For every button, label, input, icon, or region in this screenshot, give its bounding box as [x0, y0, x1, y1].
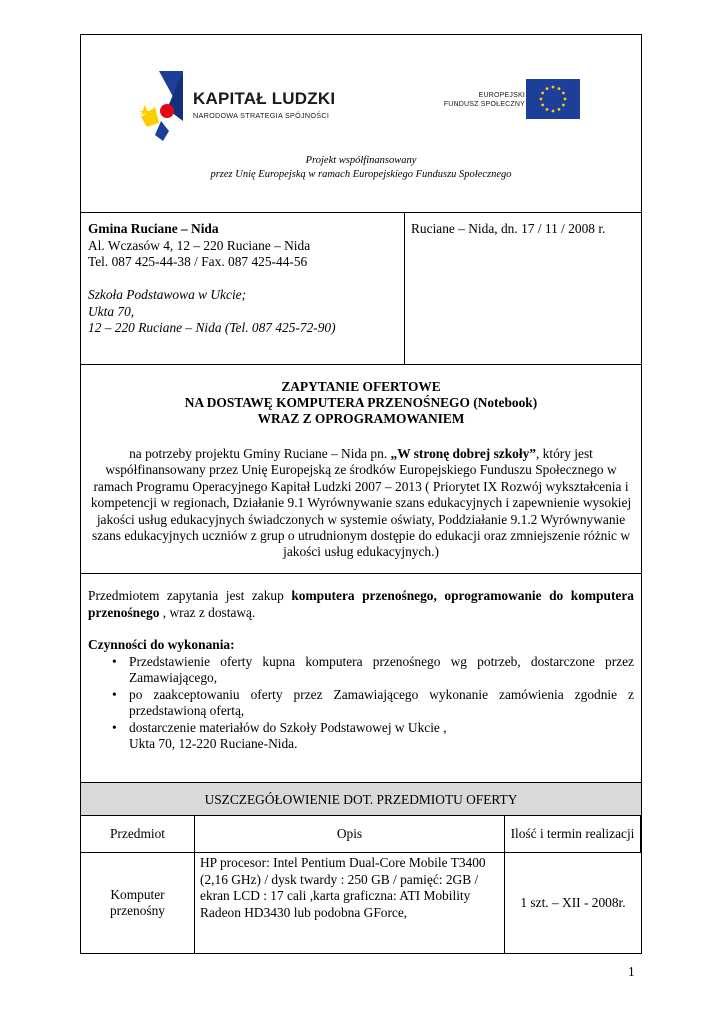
eu-star-icon: [562, 92, 565, 95]
spec-table: [81, 816, 641, 953]
row-qty: 1 szt. – XII - 2008r.: [520, 894, 626, 910]
eu-star-icon: [546, 108, 549, 111]
efs-label: [435, 91, 525, 109]
bullet-icon: •: [112, 653, 117, 669]
eu-star-icon: [558, 87, 561, 90]
eu-star-icon: [558, 108, 561, 111]
eu-star-icon: [552, 86, 555, 89]
org-phone: Tel. 087 425-44-38 / Fax. 087 425-44-56: [88, 254, 308, 269]
task-text: po zaakceptowaniu oferty przez Zamawiającego wykonanie zamówienia zgodnie z przedstawioną ofertą,: [129, 686, 634, 718]
cofinanced-note: [81, 154, 641, 182]
subject-bold: komputera przenośnego, oprogramowanie do komputera przenośnego: [88, 588, 634, 620]
school-street: Ukta 70,: [88, 303, 135, 319]
eu-star-icon: [540, 98, 543, 101]
header-logos: [81, 35, 641, 213]
spec-heading: USZCZEGÓŁOWIENIE DOT. PRZEDMIOTU OFERTY: [81, 783, 641, 816]
task-text: dostarczenie materiałów do Szkoły Podstawowej w Ukcie ,: [129, 719, 447, 735]
title-row: [81, 365, 641, 574]
efs-label-line2: FUNDUSZ SPOŁECZNY: [443, 101, 525, 108]
col-item-header: Przedmiot: [81, 816, 195, 853]
subject-after: , wraz z dostawą.: [159, 604, 256, 620]
eu-flag-icon: [526, 79, 580, 119]
subject-before: Przedmiotem zapytania jest zakup: [88, 588, 292, 603]
project-name: „W stronę dobrej szkoły”: [390, 446, 536, 461]
tasks-heading: Czynności do wykonania:: [88, 637, 235, 652]
cofinanced-line1: Projekt współfinansowany: [305, 155, 417, 166]
eu-star-icon: [562, 104, 565, 107]
bullet-icon: •: [112, 719, 117, 735]
intro-before: na potrzeby projektu Gminy Ruciane – Nida pn.: [129, 446, 391, 461]
bullet-icon: •: [112, 686, 117, 702]
list-item: [88, 720, 634, 737]
org-street: Al. Wczasów 4, 12 – 220 Ruciane – Nida: [88, 237, 311, 253]
subject-paragraph: [88, 588, 634, 621]
school-city: 12 – 220 Ruciane – Nida (Tel. 087 425-72-90): [88, 320, 336, 335]
row-desc: HP procesor: Intel Pentium Dual-Core Mobile T3400 (2,16 GHz) / dysk twardy : 250 GB / pamięć: 2GB / ekran LCD : 17 cali ,karta graficzna: ATI Mobility Radeon HD3430 lub podobna GForce,: [195, 853, 505, 953]
org-name: Gmina Ruciane – Nida: [88, 221, 219, 236]
efs-label-line1: EUROPEJSKI: [478, 92, 525, 99]
cofinanced-line2: przez Unię Europejską w ramach Europejskiego Funduszu Społecznego: [210, 169, 512, 180]
kapital-ludzki-subtitle: NARODOWA STRATEGIA SPÓJNOŚCI: [193, 111, 330, 120]
kapital-ludzki-title: KAPITAŁ LUDZKI: [193, 89, 336, 108]
eu-star-icon: [541, 92, 544, 95]
title-line1: ZAPYTANIE OFERTOWE: [281, 379, 441, 394]
subject-row: [81, 574, 641, 783]
page-number: 1: [628, 964, 635, 979]
intro-after: , który jest współfinansowany przez Unię Europejską ze środków Europejskiego Funduszu Społecznego w ramach Programu Operacyjnego Kapitał Ludzki 2007 – 2013 ( Priorytet IX Rozwój wykształcenia i kompetencji w regionach, Działanie 9.1 Wyrównywanie szans edukacyjnych i zapewnienie wysokiej jakości usług edukacyjnych świadczonych w systemie oświaty, Poddziałanie 9.1.2 Wyrównywanie szans edukacyjnych uczniów z grup o utrudnionym dostępie do edukacji oraz zmniejszenie różnic w jakości usług edukacyjnych.): [90, 446, 632, 560]
list-item: [88, 654, 634, 687]
list-item: [88, 687, 634, 720]
col-qty-header: Ilość i termin realizacji: [505, 816, 641, 853]
tasks-tail: Ukta 70, 12-220 Ruciane-Nida.: [129, 736, 298, 751]
place-date: Ruciane – Nida, dn. 17 / 11 / 2008 r.: [411, 221, 606, 236]
eu-star-icon: [546, 87, 549, 90]
sender-block: [81, 213, 405, 364]
project-intro: [81, 446, 641, 561]
eu-star-icon: [564, 98, 567, 101]
document-frame: [80, 34, 642, 954]
col-desc-header: Opis: [195, 816, 505, 853]
eu-star-icon: [552, 110, 555, 113]
task-text: Przedstawienie oferty kupna komputera przenośnego wg potrzeb, dostarczone przez Zamawiającego,: [129, 653, 634, 685]
title-line3: WRAZ Z OPROGRAMOWANIEM: [257, 411, 465, 426]
row-item: Komputer przenośny: [81, 853, 195, 953]
address-row: [81, 213, 641, 365]
eu-star-icon: [541, 104, 544, 107]
tasks-list: [88, 654, 634, 737]
school-name: Szkoła Podstawowa w Ukcie;: [88, 287, 247, 302]
title-line2: NA DOSTAWĘ KOMPUTERA PRZENOŚNEGO (Notebook): [184, 395, 538, 410]
